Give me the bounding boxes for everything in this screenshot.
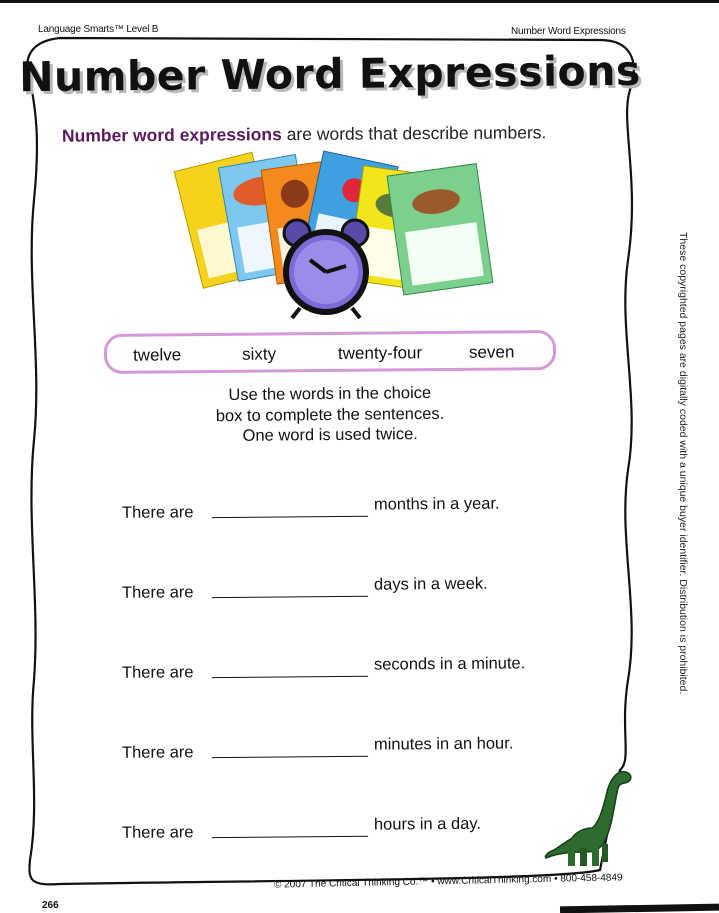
- choice-word: twenty-four: [337, 343, 423, 363]
- instructions: [190, 383, 471, 447]
- sentence-row: [122, 574, 552, 608]
- header-right: Number Word Expressions: [511, 26, 626, 37]
- page-number: 266: [42, 900, 59, 911]
- calendar-green: [387, 164, 493, 295]
- sentence-tail: minutes in an hour.: [373, 734, 514, 754]
- instructions-line: box to complete the sentences.: [215, 404, 445, 425]
- header-left: Language Smarts™ Level B: [38, 24, 159, 35]
- choice-word: twelve: [132, 345, 182, 365]
- intro-rest: are words that describe numbers.: [281, 122, 547, 145]
- answer-blank[interactable]: [212, 596, 368, 598]
- choice-word: sixty: [241, 344, 277, 364]
- sentence-tail: days in a week.: [373, 574, 488, 594]
- choice-word: seven: [468, 342, 515, 362]
- sentence-row: [122, 494, 552, 528]
- sentence-lead: There are: [121, 823, 194, 842]
- answer-blank[interactable]: [212, 516, 368, 518]
- page-title: Number Word Expressions: [18, 46, 642, 102]
- sentence-tail: months in a year.: [373, 494, 500, 514]
- alarm-clock-icon: [284, 220, 368, 318]
- sentence-lead: There are: [121, 503, 194, 522]
- sentence-tail: seconds in a minute.: [373, 654, 526, 674]
- sentence-row: [122, 814, 552, 848]
- instructions-line: One word is used twice.: [242, 425, 418, 445]
- answer-blank[interactable]: [212, 836, 368, 838]
- answer-blank[interactable]: [212, 756, 368, 758]
- calendars-clock-illustration: [160, 150, 505, 325]
- dinosaur-icon: [540, 766, 635, 874]
- intro-bold: Number word expressions: [61, 124, 282, 146]
- footer-copyright: © 2007 The Critical Thinking Co.™ • www.CriticalThinking.com • 800-458-4849: [273, 872, 623, 891]
- copyright-side-note: These copyrighted pages are digitally coded with a unique buyer identifier. Distribution is prohibited.: [677, 232, 689, 695]
- sentence-row: [122, 654, 552, 688]
- intro-text: [62, 122, 547, 146]
- sentence-tail: hours in a day.: [373, 814, 482, 834]
- choice-box: [104, 330, 556, 374]
- sentence-lead: There are: [121, 583, 194, 602]
- instructions-line: Use the words in the choice: [228, 383, 432, 405]
- answer-blank[interactable]: [212, 676, 368, 678]
- sentence-lead: There are: [121, 743, 194, 762]
- sentence-lead: There are: [121, 663, 194, 682]
- sentence-row: [122, 734, 552, 768]
